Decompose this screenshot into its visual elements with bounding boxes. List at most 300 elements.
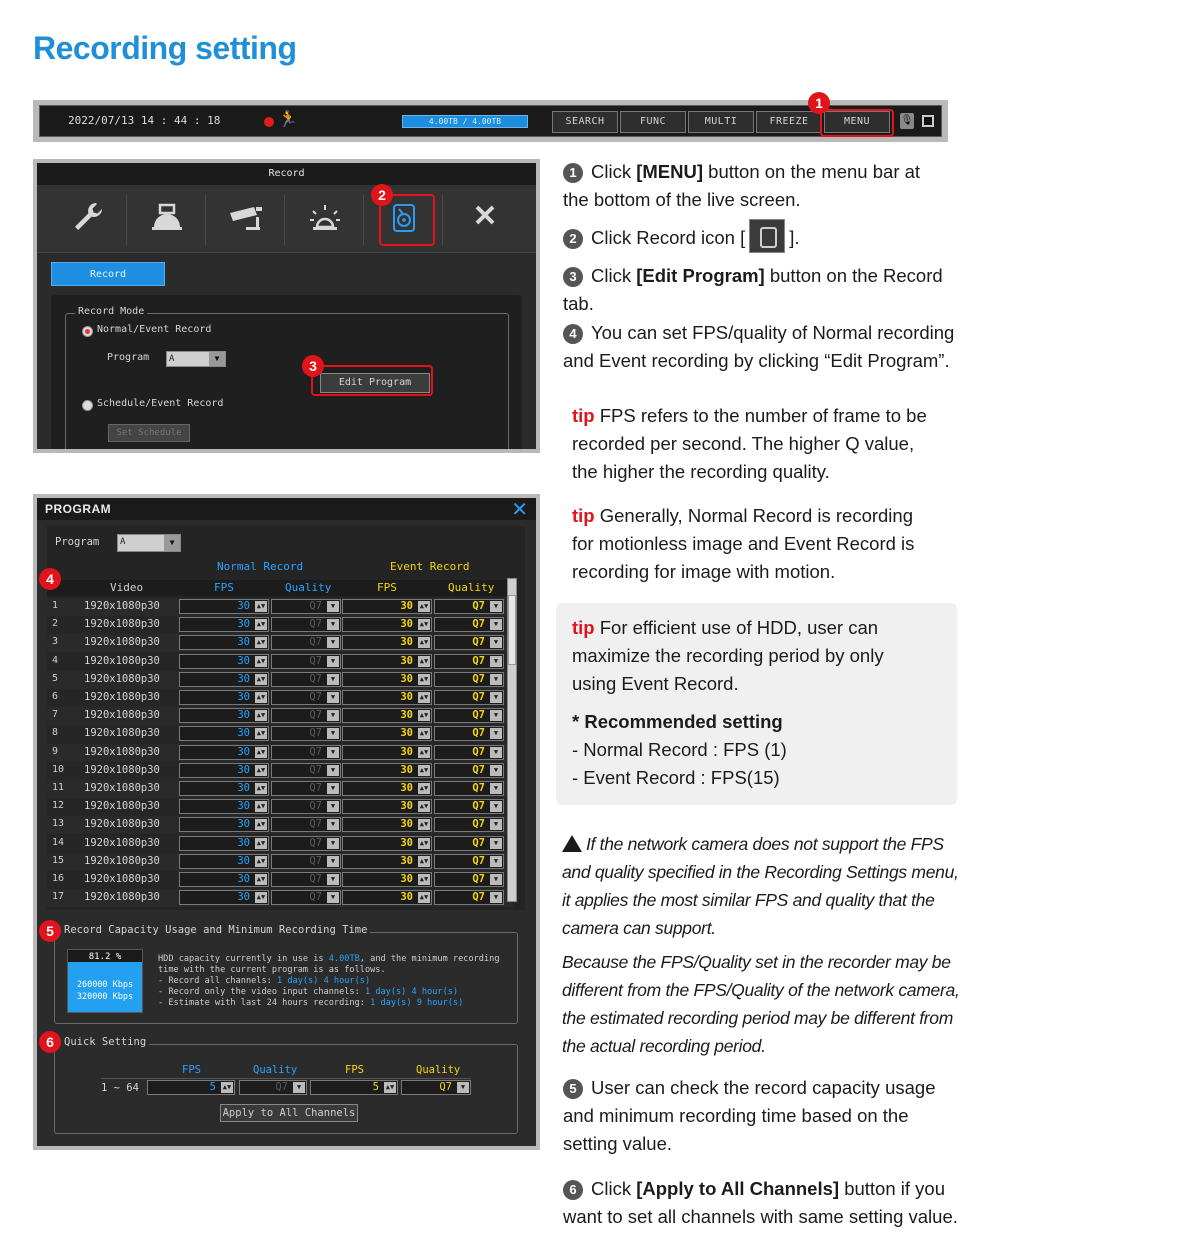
event-fps-value: 30 [400, 836, 413, 849]
normal-quality-select[interactable] [271, 617, 341, 632]
event-quality-value: Q7 [472, 818, 485, 831]
step-3-text [563, 262, 943, 318]
event-quality-value: Q7 [472, 636, 485, 649]
event-fps-stepper[interactable] [342, 781, 432, 796]
stepper-arrows-icon[interactable]: ▲▼ [419, 838, 429, 847]
event-quality-value: Q7 [472, 691, 485, 703]
event-fps-stepper[interactable] [342, 745, 432, 760]
channel-video: 1920x1080p30 [84, 672, 160, 685]
quick-normal-quality-select[interactable] [239, 1080, 307, 1095]
step-5-text [563, 1074, 935, 1158]
normal-quality-value: Q7 [309, 854, 322, 867]
tip-text: the higher the recording quality. [572, 461, 830, 482]
stepper-arrows-icon[interactable]: ▲▼ [256, 620, 266, 629]
stepper-arrows-icon[interactable]: ▲▼ [419, 747, 429, 756]
event-fps-value: 30 [400, 691, 413, 703]
normal-fps-stepper[interactable] [179, 617, 269, 632]
normal-quality-select[interactable] [271, 781, 341, 796]
normal-quality-select[interactable] [271, 745, 341, 760]
event-quality-select[interactable] [434, 854, 504, 869]
table-row [47, 725, 513, 743]
step-badge-1: 1 [808, 92, 830, 114]
normal-record-heading: Normal Record [217, 560, 304, 573]
normal-fps-value: 30 [237, 836, 250, 849]
step-text: Click [591, 161, 637, 182]
normal-quality-select[interactable] [271, 690, 341, 705]
step-text: tab. [563, 293, 594, 314]
normal-fps-value: 30 [237, 618, 250, 631]
normal-quality-value: Q7 [309, 800, 322, 813]
stepper-arrows-icon[interactable]: ▲▼ [256, 838, 266, 847]
table-row [47, 653, 513, 671]
tab-record[interactable]: Record [51, 262, 165, 286]
chevron-down-icon: ▼ [490, 783, 502, 794]
set-schedule-button[interactable]: Set Schedule [108, 424, 190, 442]
stepper-arrows-icon[interactable]: ▲▼ [256, 674, 266, 683]
record-dialog-screenshot [33, 159, 540, 453]
capacity-text: - Estimate with last 24 hours recording: [158, 998, 371, 1008]
wrench-icon[interactable] [49, 199, 127, 243]
stepper-arrows-icon[interactable]: ▲▼ [419, 711, 429, 720]
event-fps-stepper[interactable] [342, 708, 432, 723]
normal-fps-stepper[interactable] [179, 890, 269, 905]
event-quality-select[interactable] [434, 599, 504, 614]
event-fps-stepper[interactable] [342, 872, 432, 887]
event-fps-value: 30 [400, 636, 413, 649]
event-quality-select[interactable] [434, 872, 504, 887]
stepper-arrows-icon[interactable]: ▲▼ [419, 802, 429, 811]
edit-program-button[interactable]: Edit Program [320, 373, 430, 393]
channel-video: 1920x1080p30 [84, 691, 160, 703]
stepper-arrows-icon[interactable]: ▲▼ [256, 693, 266, 701]
channel-video: 1920x1080p30 [84, 654, 160, 667]
capacity-line-1 [158, 954, 500, 966]
quick-setting-divider [101, 1078, 471, 1079]
page-title: Recording setting [33, 30, 297, 66]
stepper-arrows-icon[interactable]: ▲▼ [256, 875, 266, 883]
normal-quality-value: Q7 [309, 745, 322, 758]
normal-fps-stepper[interactable] [179, 635, 269, 650]
warning-text: different from the FPS/Quality of the network camera, [562, 980, 960, 1000]
capacity-line-5 [158, 998, 463, 1010]
normal-fps-stepper[interactable] [179, 763, 269, 778]
normal-fps-stepper[interactable] [179, 690, 269, 705]
schedule-event-label: Schedule/Event Record [97, 398, 224, 409]
stepper-arrows-icon[interactable]: ▲▼ [419, 820, 429, 829]
normal-fps-stepper[interactable] [179, 745, 269, 760]
motion-running-icon: 🏃 [278, 109, 298, 128]
func-button[interactable]: FUNC [620, 111, 686, 133]
quick-event-fps-stepper[interactable] [310, 1080, 398, 1095]
normal-fps-stepper[interactable] [179, 726, 269, 741]
step-text: Click [591, 1178, 637, 1199]
step-text: Click Record icon [ [591, 227, 746, 248]
event-quality-select[interactable] [434, 726, 504, 741]
normal-fps-stepper[interactable] [179, 872, 269, 887]
chevron-down-icon: ▼ [327, 856, 339, 867]
stepper-arrows-icon[interactable]: ▲▼ [419, 765, 429, 774]
event-quality-select[interactable] [434, 672, 504, 687]
normal-fps-stepper[interactable] [179, 781, 269, 796]
chevron-down-icon: ▼ [490, 765, 502, 776]
ptz-camera-icon[interactable] [128, 199, 206, 243]
program-select-value: A [120, 537, 126, 547]
step-2-text [563, 224, 800, 253]
normal-fps-value: 30 [237, 873, 250, 885]
table-row [47, 744, 513, 762]
event-quality-value: Q7 [472, 654, 485, 667]
capacity-value: 1 day(s) 4 hour(s) [364, 987, 459, 997]
channel-video: 1920x1080p30 [84, 745, 160, 758]
step-text: ]. [789, 227, 800, 248]
event-fps-stepper[interactable] [342, 690, 432, 705]
chevron-down-icon: ▼ [490, 856, 502, 867]
normal-quality-value: Q7 [309, 600, 322, 612]
channel-number: 7 [52, 709, 59, 721]
event-fps-stepper[interactable] [342, 672, 432, 687]
step-6-text [563, 1175, 958, 1231]
tip-text: FPS refers to the number of frame to be [594, 405, 927, 426]
icon-divider [363, 195, 364, 245]
event-fps-stepper[interactable] [342, 635, 432, 650]
event-quality-select[interactable] [434, 654, 504, 669]
channel-video: 1920x1080p30 [84, 636, 160, 649]
stepper-arrows-icon[interactable]: ▲▼ [419, 856, 429, 865]
chevron-down-icon: ▼ [327, 656, 339, 667]
quick-range-label: 1 ~ 64 [101, 1082, 139, 1094]
recommended-setting [572, 708, 787, 792]
event-fps-stepper[interactable] [342, 836, 432, 851]
tip-text: maximize the recording period by only [572, 645, 884, 666]
event-quality-select[interactable] [434, 817, 504, 832]
warning-text: camera can support. [562, 918, 716, 938]
menu-button[interactable]: MENU [824, 111, 890, 133]
capacity-value: 1 day(s) 4 hour(s) [277, 976, 371, 986]
capacity-line-3 [158, 976, 370, 988]
col-normal-quality: Quality [285, 581, 332, 594]
record-indicator-icon [264, 117, 274, 127]
event-quality-select[interactable] [434, 635, 504, 650]
normal-quality-select[interactable] [271, 799, 341, 814]
event-fps-stepper[interactable] [342, 726, 432, 741]
chevron-down-icon: ▼ [327, 619, 339, 630]
chevron-down-icon: ▼ [327, 892, 339, 903]
step-number: 4 [563, 324, 583, 344]
stepper-arrows-icon[interactable]: ▲▼ [222, 1083, 232, 1091]
normal-fps-value: 30 [237, 782, 250, 794]
channel-number: 3 [52, 636, 59, 648]
event-quality-select[interactable] [434, 708, 504, 723]
recommended-heading: * Recommended setting [572, 711, 783, 732]
normal-fps-stepper[interactable] [179, 599, 269, 614]
chevron-down-icon: ▼ [490, 747, 502, 758]
event-quality-select[interactable] [434, 690, 504, 705]
stepper-arrows-icon[interactable]: ▲▼ [419, 638, 429, 647]
table-row [47, 798, 513, 816]
normal-quality-select[interactable] [271, 836, 341, 851]
recommended-normal: - Normal Record : FPS (1) [572, 739, 787, 760]
program-label: Program [55, 536, 100, 548]
event-quality-select[interactable] [434, 763, 504, 778]
capacity-line-2: time with the current program is as follows. [158, 965, 386, 975]
event-quality-select[interactable] [434, 617, 504, 632]
step-text: button on the menu bar at [703, 161, 921, 182]
step-text: Click [591, 265, 637, 286]
table-row [47, 889, 513, 907]
event-quality-select[interactable] [434, 890, 504, 905]
datetime-display: 2022/07/13 14 : 44 : 18 [68, 114, 221, 127]
normal-quality-select[interactable] [271, 726, 341, 741]
apply-all-channels-button[interactable]: Apply to All Channels [220, 1104, 358, 1122]
stepper-arrows-icon[interactable]: ▲▼ [256, 602, 266, 610]
camera-icon[interactable] [207, 199, 285, 243]
chevron-down-icon: ▼ [293, 1082, 305, 1093]
normal-quality-value: Q7 [309, 873, 322, 885]
normal-quality-value: Q7 [309, 763, 322, 776]
channel-number: 2 [52, 618, 59, 630]
stepper-arrows-icon[interactable]: ▲▼ [256, 711, 266, 720]
normal-fps-value: 30 [237, 600, 250, 612]
kbps-max: 320000 Kbps [76, 992, 134, 1002]
normal-fps-stepper[interactable] [179, 654, 269, 669]
kbps-current: 260000 Kbps [76, 980, 134, 990]
event-fps-stepper[interactable] [342, 763, 432, 778]
normal-event-radio[interactable] [82, 326, 93, 337]
event-quality-value: Q7 [472, 763, 485, 776]
warning-text: the actual recording period. [562, 1036, 766, 1056]
normal-quality-select[interactable] [271, 872, 341, 887]
channel-video: 1920x1080p30 [84, 854, 160, 867]
tip-label: tip [572, 617, 595, 638]
capacity-text: , and the minimum recording [359, 954, 500, 964]
chevron-down-icon: ▼ [490, 801, 502, 812]
event-quality-value: Q7 [472, 873, 485, 885]
normal-fps-value: 30 [237, 727, 250, 740]
normal-quality-select[interactable] [271, 854, 341, 869]
window-toggle-icon[interactable] [922, 115, 934, 127]
event-fps-value: 30 [400, 818, 413, 831]
event-quality-value: Q7 [472, 600, 485, 612]
stepper-arrows-icon[interactable]: ▲▼ [419, 620, 429, 629]
chevron-down-icon: ▼ [327, 728, 339, 739]
event-fps-stepper[interactable] [342, 654, 432, 669]
event-quality-select[interactable] [434, 799, 504, 814]
channel-number: 15 [52, 854, 65, 866]
stepper-arrows-icon[interactable]: ▲▼ [256, 893, 266, 902]
normal-quality-value: Q7 [309, 618, 322, 631]
stepper-arrows-icon[interactable]: ▲▼ [419, 656, 429, 665]
chevron-down-icon: ▼ [327, 747, 339, 758]
stepper-arrows-icon[interactable]: ▲▼ [256, 820, 266, 829]
channel-number: 4 [52, 654, 59, 666]
event-fps-value: 30 [400, 618, 413, 631]
stepper-arrows-icon[interactable]: ▲▼ [256, 784, 266, 792]
program-select[interactable] [117, 534, 181, 552]
step-text: setting value. [563, 1133, 673, 1154]
quick-normal-fps-stepper[interactable] [147, 1080, 235, 1095]
normal-quality-select[interactable] [271, 599, 341, 614]
normal-fps-stepper[interactable] [179, 799, 269, 814]
program-select-value: A [169, 354, 175, 364]
normal-fps-stepper[interactable] [179, 836, 269, 851]
quick-setting-legend: Quick Setting [61, 1036, 149, 1048]
multi-button[interactable]: MULTI [688, 111, 754, 133]
normal-quality-value: Q7 [309, 836, 322, 849]
table-row [47, 616, 513, 634]
stepper-arrows-icon[interactable]: ▲▼ [419, 602, 429, 610]
close-icon[interactable] [446, 199, 524, 243]
event-fps-stepper[interactable] [342, 799, 432, 814]
step-badge-2: 2 [371, 184, 393, 206]
stepper-arrows-icon[interactable]: ▲▼ [385, 1083, 395, 1091]
step-number: 6 [563, 1180, 583, 1200]
stepper-arrows-icon[interactable]: ▲▼ [256, 656, 266, 665]
event-fps-stepper[interactable] [342, 617, 432, 632]
normal-quality-select[interactable] [271, 654, 341, 669]
quick-event-quality-select[interactable] [401, 1080, 471, 1095]
normal-fps-value: 30 [237, 691, 250, 703]
stepper-arrows-icon[interactable]: ▲▼ [419, 875, 429, 883]
stepper-arrows-icon[interactable]: ▲▼ [256, 802, 266, 811]
quick-event-fps-value: 5 [372, 1081, 379, 1093]
search-button[interactable]: SEARCH [552, 111, 618, 133]
icon-divider [126, 195, 127, 245]
close-icon[interactable]: ✕ [511, 498, 528, 521]
stepper-arrows-icon[interactable]: ▲▼ [256, 747, 266, 756]
normal-fps-value: 30 [237, 854, 250, 867]
normal-fps-stepper[interactable] [179, 672, 269, 687]
stepper-arrows-icon[interactable]: ▲▼ [256, 856, 266, 865]
record-dialog [37, 163, 536, 449]
channel-number: 9 [52, 745, 59, 757]
event-fps-value: 30 [400, 672, 413, 685]
normal-quality-value: Q7 [309, 727, 322, 740]
stepper-arrows-icon[interactable]: ▲▼ [419, 784, 429, 792]
event-fps-stepper[interactable] [342, 817, 432, 832]
capacity-value: 1 day(s) 9 hour(s) [370, 998, 464, 1008]
event-fps-value: 30 [400, 763, 413, 776]
step-badge-5: 5 [39, 920, 61, 942]
table-scrollbar[interactable] [507, 578, 517, 902]
warning-text: If the network camera does not support the FPS [586, 834, 944, 854]
step-number: 5 [563, 1079, 583, 1099]
stepper-arrows-icon[interactable]: ▲▼ [419, 729, 429, 738]
table-row [47, 816, 513, 834]
normal-quality-select[interactable] [271, 817, 341, 832]
normal-quality-value: Q7 [309, 891, 322, 904]
normal-event-label: Normal/Event Record [97, 324, 212, 335]
normal-quality-value: Q7 [309, 672, 322, 685]
quick-fps-heading: FPS [182, 1064, 201, 1076]
alarm-icon[interactable] [286, 199, 364, 243]
normal-quality-value: Q7 [309, 782, 322, 794]
channel-video: 1920x1080p30 [84, 763, 160, 776]
record-mode-label: Record Mode [75, 306, 147, 317]
stepper-arrows-icon[interactable]: ▲▼ [256, 765, 266, 774]
schedule-event-radio[interactable] [82, 400, 93, 411]
normal-quality-value: Q7 [309, 654, 322, 667]
chevron-down-icon: ▼ [490, 656, 502, 667]
quick-event-quality-heading: Quality [416, 1064, 461, 1076]
event-fps-value: 30 [400, 854, 413, 867]
channel-number: 12 [52, 800, 65, 812]
normal-quality-value: Q7 [309, 636, 322, 649]
channel-number: 14 [52, 836, 65, 848]
scrollbar-thumb[interactable] [508, 595, 516, 665]
table-row [47, 707, 513, 725]
event-quality-select[interactable] [434, 745, 504, 760]
tip-text: using Event Record. [572, 673, 739, 694]
normal-quality-select[interactable] [271, 672, 341, 687]
step-text: button if you [839, 1178, 945, 1199]
event-fps-stepper[interactable] [342, 599, 432, 614]
event-fps-value: 30 [400, 654, 413, 667]
event-fps-stepper[interactable] [342, 890, 432, 905]
channel-video: 1920x1080p30 [84, 873, 160, 885]
step-text: and Event recording by clicking “Edit Program”. [563, 350, 950, 371]
stepper-arrows-icon[interactable]: ▲▼ [419, 674, 429, 683]
step-number: 1 [563, 163, 583, 183]
highlight-menu-button [820, 109, 894, 137]
quick-normal-fps-value: 5 [209, 1081, 216, 1093]
normal-fps-value: 30 [237, 636, 250, 649]
normal-fps-stepper[interactable] [179, 708, 269, 723]
event-fps-value: 30 [400, 873, 413, 885]
chevron-down-icon: ▼ [327, 783, 339, 794]
col-event-fps: FPS [377, 581, 397, 594]
channel-number: 11 [52, 782, 65, 793]
microphone-icon[interactable]: 🎙 [900, 113, 914, 129]
stepper-arrows-icon[interactable]: ▲▼ [256, 729, 266, 738]
chevron-down-icon: ▼ [490, 601, 502, 612]
normal-quality-select[interactable] [271, 635, 341, 650]
stepper-arrows-icon[interactable]: ▲▼ [419, 693, 429, 701]
event-fps-stepper[interactable] [342, 854, 432, 869]
channel-video: 1920x1080p30 [84, 836, 160, 849]
normal-quality-select[interactable] [271, 708, 341, 723]
capacity-line-4 [158, 987, 458, 999]
record-icon [749, 219, 785, 253]
normal-fps-value: 30 [237, 818, 250, 831]
event-quality-value: Q7 [472, 618, 485, 631]
stepper-arrows-icon[interactable]: ▲▼ [256, 638, 266, 647]
program-select[interactable] [166, 351, 226, 367]
normal-quality-select[interactable] [271, 763, 341, 778]
icon-divider [442, 195, 443, 245]
program-dialog [37, 498, 536, 1146]
event-quality-select[interactable] [434, 781, 504, 796]
normal-quality-select[interactable] [271, 890, 341, 905]
freeze-button[interactable]: FREEZE [756, 111, 822, 133]
chevron-down-icon: ▼ [490, 637, 502, 648]
channel-video: 1920x1080p30 [84, 891, 160, 904]
capacity-usage-bar [67, 949, 143, 1013]
chevron-down-icon: ▼ [327, 838, 339, 849]
stepper-arrows-icon[interactable]: ▲▼ [419, 893, 429, 902]
normal-fps-stepper[interactable] [179, 854, 269, 869]
warning-icon [562, 835, 582, 852]
normal-fps-stepper[interactable] [179, 817, 269, 832]
table-row [47, 762, 513, 780]
chevron-down-icon: ▼ [327, 819, 339, 830]
tip-2 [572, 502, 914, 586]
tip-text: recording for image with motion. [572, 561, 836, 582]
step-text: the bottom of the live screen. [563, 189, 801, 210]
event-record-heading: Event Record [390, 560, 470, 573]
chevron-down-icon: ▼ [490, 692, 502, 703]
event-quality-select[interactable] [434, 836, 504, 851]
tip-label: tip [572, 505, 595, 526]
